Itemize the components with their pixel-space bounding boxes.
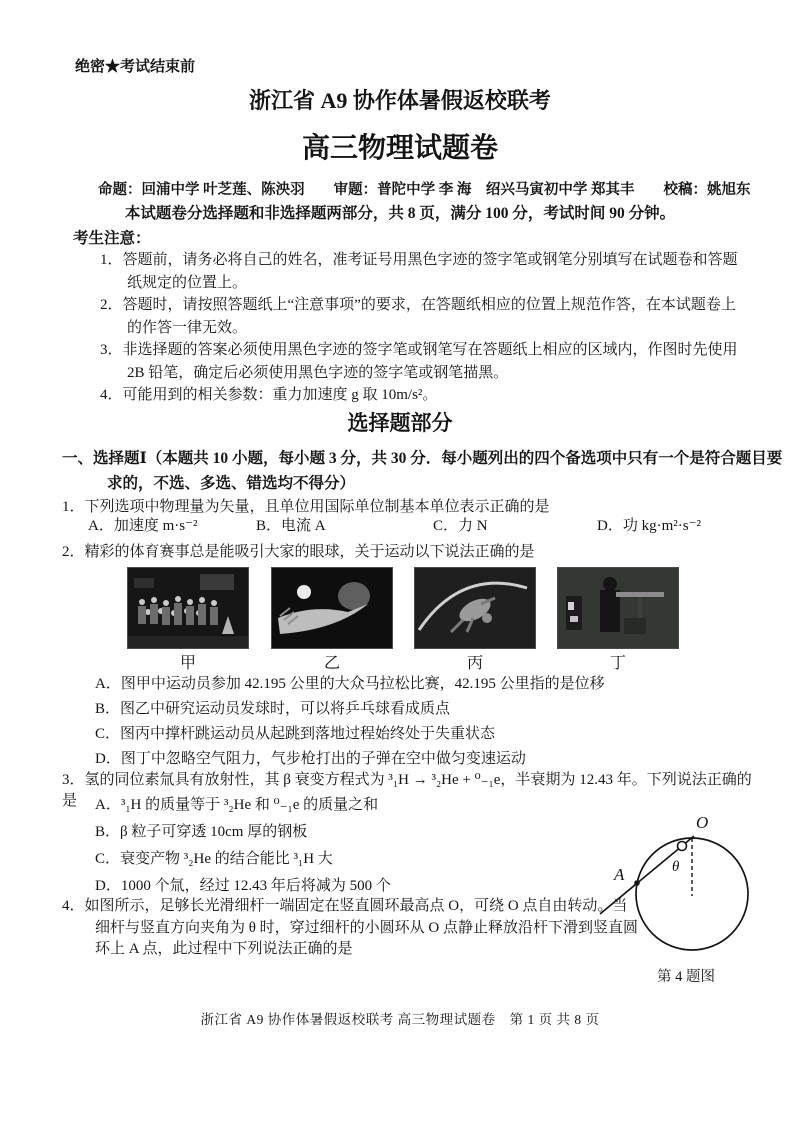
pole-vault-photo bbox=[414, 567, 536, 649]
label-o: O bbox=[696, 813, 709, 832]
question-2-stem: 2．精彩的体育赛事总是能吸引大家的眼球，关于运动以下说法正确的是 bbox=[62, 544, 535, 560]
footer-page-info: 浙江省 A9 协作体暑假返校联考 高三物理试题卷 第 1 页 共 8 页 bbox=[200, 1012, 600, 1027]
small-ring-shape bbox=[678, 842, 687, 851]
label-a: A bbox=[614, 865, 625, 884]
photo-label-yi: 乙 bbox=[323, 655, 340, 672]
photo-label-bing: 丙 bbox=[466, 655, 483, 672]
marathon-photo-illustration bbox=[128, 568, 248, 648]
air-rifle-shooting-photo bbox=[557, 567, 679, 649]
table-tennis-photo-illustration bbox=[272, 568, 392, 648]
air-rifle-shooting-photo-illustration bbox=[558, 568, 678, 648]
question-2-options bbox=[95, 672, 605, 772]
point-a-dot bbox=[634, 880, 640, 886]
byline: 命题：回浦中学 叶芝莲、陈泱羽 审题：普陀中学 李 海 绍兴马寅初中学 郑其丰 校稿：姚旭东 bbox=[98, 182, 751, 198]
notice-item-2: 2．答题时，请按照答题纸上“注意事项”的要求，在答题纸相应的位置上规范作答，在本试题卷上的作答一律无效。 bbox=[100, 297, 736, 336]
notice-item-4: 4．可能用到的相关参数：重力加速度 g 取 10m/s²。 bbox=[100, 387, 438, 403]
photo-label-jia: 甲 bbox=[179, 655, 196, 672]
q2-option-c: C．图丙中撑杆跳运动员从起跳到落地过程始终处于失重状态 bbox=[95, 726, 496, 742]
table-tennis-photo bbox=[271, 567, 393, 649]
part1-intro: 一、选择题Ⅰ（本题共 10 小题，每小题 3 分，共 30 分．每小题列出的四个备选项中只有一个是符合题目要求的，不选、多选、错选均不得分） bbox=[62, 450, 783, 492]
q2-option-b: B．图乙中研究运动员发球时，可以将乒乓球看成质点 bbox=[95, 701, 451, 717]
marathon-photo bbox=[127, 567, 249, 649]
section-title: 选择题部分 bbox=[347, 411, 453, 435]
q3-option-b: B．β 粒子可穿透 10cm 厚的钢板 bbox=[95, 824, 308, 840]
question-3-options bbox=[95, 792, 391, 900]
paper-title: 高三物理试题卷 bbox=[301, 133, 498, 164]
exam-title: 浙江省 A9 协作体暑假返校联考 bbox=[249, 88, 551, 113]
q1-option-d: D．功 kg·m²·s⁻² bbox=[597, 518, 701, 534]
q1-option-a: A．加速度 m·s⁻² bbox=[88, 518, 198, 534]
q1-option-c: C．力 N bbox=[433, 518, 488, 534]
notice-item-1: 1．答题前，请务必将自己的姓名，准考证号用黑色字迹的签字笔或钢笔分别填写在试题卷和答题纸规定的位置上。 bbox=[100, 252, 738, 291]
q3-option-c: C．衰变产物 ³₂He 的结合能比 ³₁H 大 bbox=[95, 851, 333, 867]
photo-label-ding: 丁 bbox=[609, 655, 626, 672]
notice-list bbox=[100, 249, 748, 407]
question-1-stem: 1．下列选项中物理量为矢量，且单位用国际单位制基本单位表示正确的是 bbox=[62, 499, 550, 515]
q3-option-d: D．1000 个氚，经过 12.43 年后将减为 500 个 bbox=[95, 878, 391, 894]
ring-on-rod-diagram bbox=[598, 808, 774, 958]
label-theta: θ bbox=[672, 859, 680, 875]
question-4-figure bbox=[598, 808, 774, 986]
question-4-stem: 4．如图所示，足够长光滑细杆一端固定在竖直圆环最高点 O，可绕 O 点自由转动。当细杆与竖直方向夹角为 θ 时，穿过细杆的小圆环从 O 点静止释放沿杆下滑到竖直圆环上 A 点，此过程中下列说法正确的是 bbox=[62, 898, 639, 957]
q2-option-a: A．图甲中运动员参加 42.195 公里的大众马拉松比赛，42.195 公里指的是位移 bbox=[95, 676, 605, 692]
figure-caption: 第 4 题图 bbox=[657, 969, 715, 985]
notice-item-3: 3．非选择题的答案必须使用黑色字迹的签字笔或钢笔写在答题纸上相应的区域内，作图时先使用 2B 铅笔，确定后必须使用黑色字迹的签字笔或钢笔描黑。 bbox=[100, 342, 738, 381]
q2-option-d: D．图丁中忽略空气阻力，气步枪打出的子弹在空中做匀变速运动 bbox=[95, 751, 526, 767]
paper-intro: 本试题卷分选择题和非选择题两部分，共 8 页，满分 100 分，考试时间 90 分钟。 bbox=[124, 205, 676, 222]
q1-option-b: B．电流 A bbox=[256, 518, 326, 534]
notice-title: 考生注意： bbox=[73, 230, 151, 247]
security-classification: 绝密★考试结束前 bbox=[75, 59, 196, 75]
question-3-stem: 3．氢的同位素氚具有放射性，其 β 衰变方程式为 ³₁H → ³₂He + ⁰₋₁e，半衰期为 12.43 年。下列说法正确的是 bbox=[62, 772, 752, 809]
q3-option-a: A．³₁H 的质量等于 ³₂He 和 ⁰₋₁e 的质量之和 bbox=[95, 797, 379, 813]
pole-vault-photo-illustration bbox=[415, 568, 535, 648]
